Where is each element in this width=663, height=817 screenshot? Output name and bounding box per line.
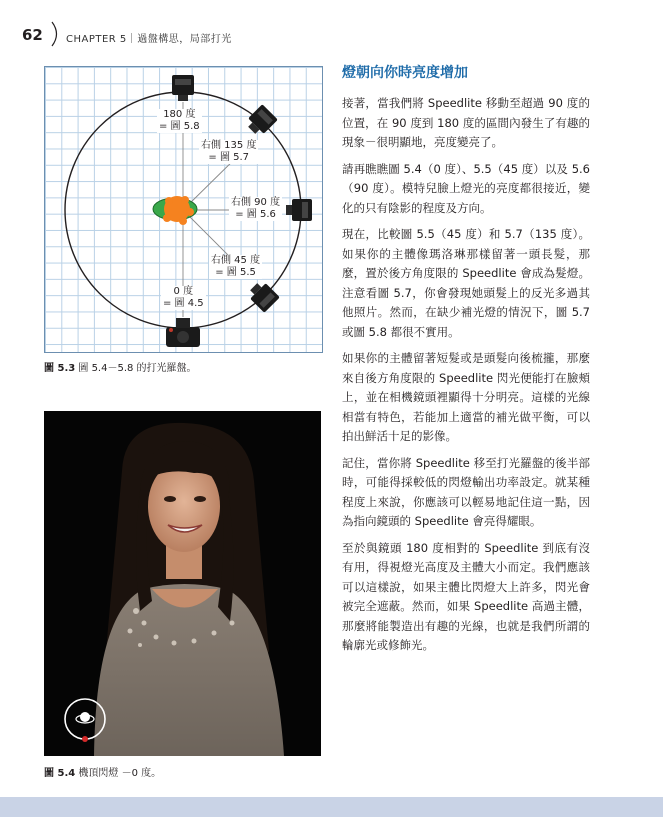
- paragraph-1: 接著，當我們將 Speedlite 移動至超過 90 度的位置，在 90 度到 180 度的區間內發生了有趣的現象－很明顯地，亮度變亮了。: [342, 96, 590, 149]
- camera-0-icon: [166, 318, 200, 347]
- label-0: 0 度 = 圖 4.5: [163, 286, 204, 309]
- figure-5-4-caption: 圖 5.4 機頂閃燈 －0 度。: [44, 768, 162, 779]
- label-180: 180 度 = 圖 5.8: [159, 109, 200, 132]
- portrait-photo: [44, 411, 321, 756]
- lighting-compass-diagram: [44, 66, 323, 353]
- page-number: 62: [22, 26, 43, 44]
- label-right-135: 右側 135 度 = 圖 5.7: [201, 140, 257, 163]
- footer-band: [0, 797, 663, 817]
- portrait-illustration: [44, 411, 321, 756]
- paragraph-6: 至於與鏡頭 180 度相對的 Speedlite 到底有沒有用，得視燈光高度及主體大小而定。我們應該可以這樣說，如果主體比閃燈大上許多，閃光會被完全遮蔽。然而，如果 Speedlite 高過主體，那麼將能製造出有趣的光線，也就是我們所謂的輪廓光或修飾光。: [342, 540, 590, 652]
- figure-5-3-caption: 圖 5.3 圖 5.4－5.8 的打光羅盤。: [44, 363, 197, 374]
- paragraph-4: 如果你的主體留著短髮或是頭髮向後梳攏，那麼來自後方角度限的 Speedlite 閃光便能打在臉頰上，並在相機鏡頭裡顯得十分明亮。這樣的光線相當有特色，若能加上適當的補光做平衡，可以拍出鮮活十足的影像。: [342, 351, 590, 443]
- paragraph-2: 請再瞧瞧圖 5.4（0 度）、5.5（45 度）以及 5.6（90 度）。模特兒臉上燈光的亮度都很接近，變化的只有陰影的程度及方向。: [342, 161, 590, 215]
- article-column: [342, 64, 590, 663]
- flash-180-icon: [172, 75, 194, 101]
- section-heading: 燈朝向你時亮度增加: [342, 65, 468, 81]
- chapter-title: CHAPTER 5｜過盤構思，局部打光: [66, 34, 232, 45]
- label-right-45: 右側 45 度 = 圖 5.5: [211, 255, 261, 278]
- paragraph-5: 記住，當你將 Speedlite 移至打光羅盤的後半部時，可能得採較低的閃燈輸出功率設定。就某種程度上來說，你應該可以輕易地記住這一點，因為指向鏡頭的 Speedlite 會亮得耀眼。: [342, 455, 590, 528]
- header-separator: [50, 21, 62, 47]
- flash-90-icon: [286, 199, 312, 221]
- label-right-90: 右側 90 度 = 圖 5.6: [231, 197, 281, 220]
- paragraph-3: 現在，比較圖 5.5（45 度）和 5.7（135 度）。如果你的主體像瑪洛琳那樣留著一頭長髮，那麼，置於後方角度限的 Speedlite 會成為髮燈。注意看圖 5.7，你會發現她頭髮上的反光多過其他照片。然而，在缺少補光燈的情況下，圖 5.7 或圖 5.8 都很不實用。: [342, 227, 590, 339]
